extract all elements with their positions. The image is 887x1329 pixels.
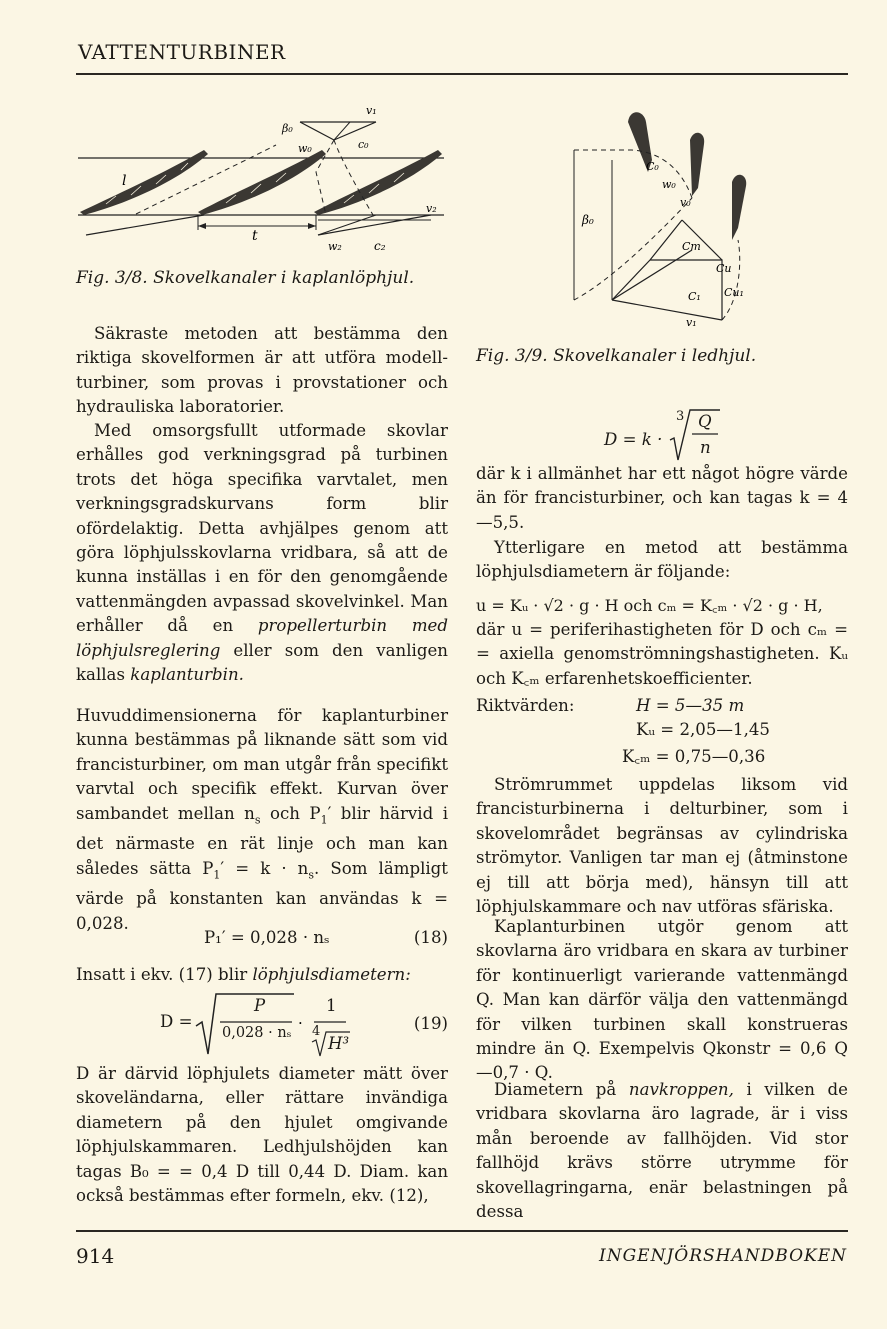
equation-19-one: 1 <box>326 996 337 1015</box>
riktvarden-Ku: Kᵤ = 2,05—1,45 <box>636 720 770 739</box>
equation-D-lhs: D = k · <box>604 430 663 449</box>
paragraph-further-method: Ytterligare en metod att bestämma löphjulsdiametern är följande: <box>476 538 848 582</box>
paragraph-k-value: där k i allmänhet har ett något högre värde än för francisturbiner, och kan tagas k = 4—5,5. <box>476 464 848 532</box>
svg-text:Cm: Cm <box>682 240 701 253</box>
paragraph-flow-space: Strömrummet uppdelas liksom vid francisturbinerna i delturbiner, som i skovelområdet begränsas av cylindriska strömytor. Vanligen tar man ej (åtminstone ej till att börja med), hänsyn till att löphjulskammare och nav utföras sfäriska. <box>476 775 848 917</box>
svg-text:w₀: w₀ <box>298 142 312 155</box>
svg-text:Cu: Cu <box>716 262 732 275</box>
figure-3-9-caption: Fig. 3/9. Skovelkanaler i ledhjul. <box>476 346 757 366</box>
paragraph-diameter: D är därvid löphjulets diameter mätt över skoveländarna, eller rättare invändiga diametern på den hjulet omgivande löphjulskammaren. Ledhjulshöjden kan tagas B₀ = = 0,4 D till 0,44 D. Diam. kan också bestämmas efter formeln, ekv. (12), <box>76 1064 448 1206</box>
equation-u-cm: u = Kᵤ · √2 · g · H och cₘ = K꜀ₘ · √2 · g · H, <box>476 596 823 615</box>
svg-text:·: · <box>298 1014 303 1032</box>
paragraph-main-dimensions: Huvuddimensionerna för kaplanturbiner kunna bestämmas på liknande sätt som vid francisturbiner, om man utgår från specifikt varvtal och specifik effekt. Kurvan över sambandet mellan $n_s$ och $P_1'$ blir härvid i det närmaste en rät linje och man kan således sätta $P_1' = k \cdot n_s$. Som lämpligt värde på konstanten kan användas k = 0,028. <box>76 706 449 933</box>
paragraph-insatt: Insatt i ekv. (17) blir löphjulsdiametern: <box>76 965 411 984</box>
paragraph-hub-diameter: Diametern på navkroppen, i vilken de vridbara skovlarna äro lagrade, är i viss mån beroende av fallhöjden. Vid stor fallhöjd krävs större utrymme för skovellagringarna, enär belastningen på dessa <box>476 1080 848 1222</box>
svg-text:v₂: v₂ <box>426 202 437 215</box>
running-header: VATTENTURBINER <box>78 40 286 64</box>
paragraph-model-turbines: Säkraste metoden att bestämma den riktiga skovelformen är att utföra modell-turbiner, som provas i provstationer och hydrauliska laboratorier. <box>76 324 448 417</box>
svg-text:w₀: w₀ <box>662 178 676 191</box>
figure-3-9-diagram <box>572 100 772 335</box>
svg-text:β₀: β₀ <box>282 122 293 135</box>
page-number: 914 <box>76 1244 115 1268</box>
equation-D-numerator: Q <box>698 412 712 431</box>
header-rule <box>76 73 848 75</box>
book-title: INGENJÖRSHANDBOKEN <box>599 1246 847 1266</box>
equation-19-denominator: 0,028 · nₛ <box>222 1025 292 1041</box>
riktvarden-H: H = 5—35 m <box>636 696 745 715</box>
equation-19-root-index: 4 <box>312 1024 321 1039</box>
svg-text:Cu₁: Cu₁ <box>724 286 744 299</box>
footer-rule <box>76 1230 848 1232</box>
riktvarden-Kcm: K꜀ₘ = 0,75—0,36 <box>622 747 766 766</box>
figure-3-8-caption: Fig. 3/8. Skovelkanaler i kaplanlöphjul. <box>76 268 415 288</box>
paragraph-kaplan-intro: Med omsorgsfullt utformade skovlar erhålles god verkningsgrad på turbinen trots det höga specifika varvtalet, men verkningsgradskurvans form blir ofördelaktig. Detta avhjälpes genom att göra löphjulsskovlarna vridbara, så att de kunna inställas i en för den genomgående vattenmängden avpassad skovelvinkel. Man erhåller då en propellerturbin med löphjulsreglering eller som den vanligen kallas kaplanturbin. <box>76 421 448 685</box>
equation-19-numerator: P <box>254 996 266 1015</box>
svg-text:t: t <box>252 228 258 244</box>
paragraph-periphery: där u = periferihastigheten för D och cₘ = = axiella genomströmningshastigheten. Kᵤ och K꜀ₘ erfarenhetskoefficienter. <box>476 620 848 688</box>
equation-19-root: H³ <box>328 1034 350 1053</box>
svg-text:v₁: v₁ <box>686 316 697 329</box>
equation-19-lhs: D = <box>160 1012 193 1031</box>
svg-text:w₂: w₂ <box>328 240 342 253</box>
riktvarden-label: Riktvärden: <box>476 696 575 715</box>
figure-3-8-diagram <box>76 100 448 265</box>
svg-text:C₀: C₀ <box>646 160 659 173</box>
equation-18-number: (18) <box>413 928 448 947</box>
equation-D-index: 3 <box>676 409 685 424</box>
svg-text:v₁: v₁ <box>366 104 377 117</box>
svg-text:C₁: C₁ <box>688 290 701 303</box>
svg-text:v₀: v₀ <box>680 196 691 209</box>
equation-18: P₁′ = 0,028 · nₛ <box>204 928 330 947</box>
svg-text:c₂: c₂ <box>374 239 386 253</box>
equation-19-number: (19) <box>413 1014 448 1033</box>
paragraph-kaplan-variable: Kaplanturbinen utgör genom att skovlarna äro vridbara en skara av turbiner för kontinuerligt varierande vattenmängd Q. Man kan därför välja den vattenmängd för vilken turbinen skall konstrueras mindre än Q. Exempelvis Qkonstr = 0,6 Q —0,7 · Q. <box>476 917 848 1083</box>
svg-text:l: l <box>122 173 127 189</box>
svg-text:β₀: β₀ <box>582 213 594 227</box>
equation-D-denominator: n <box>700 438 711 457</box>
svg-text:c₀: c₀ <box>358 138 369 151</box>
